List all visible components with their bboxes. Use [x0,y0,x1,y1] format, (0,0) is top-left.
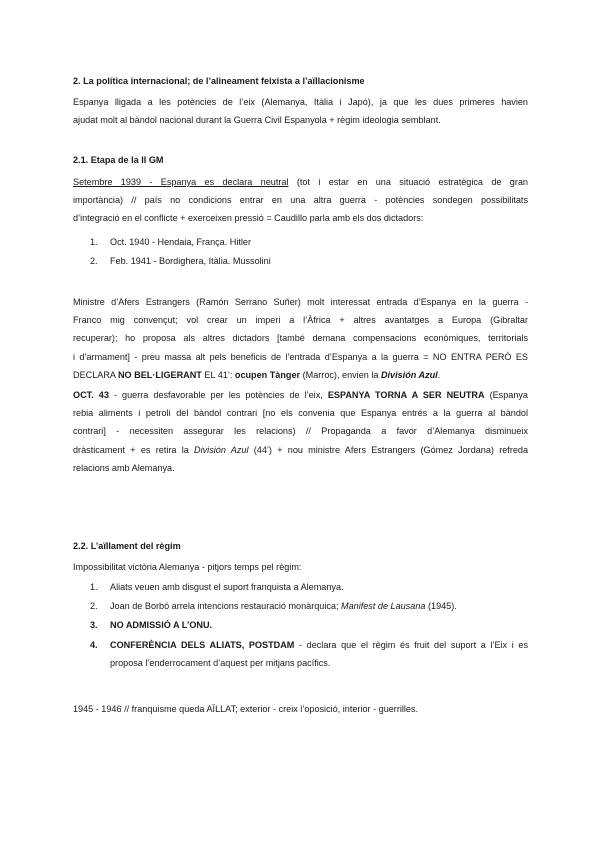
intro-line-2: ajudat molt al bàndol nacional durant la Guerra Civil Espanyola + règim ideologia semblant. [73,115,441,126]
section-2-intro [73,96,528,127]
p2-bold-italic-text: División Azul [380,369,438,380]
list-item-text: Feb. 1941 - Bordighera, Itàlia. Mussolini [110,256,271,267]
section-2-heading [73,75,528,88]
p3-bold-text: ESPANYA TORNA A SER NEUTRA [327,390,485,400]
section-2-2-intro-text: Impossibilitat victòria Alemanya - pitjors temps pel règim: [73,562,302,572]
list-item-number: 4. [90,639,98,650]
p2-text: DECLARA [73,369,118,380]
p2-text: EL 41’: [201,369,235,380]
list-item-number: 1. [90,237,98,247]
p3-text: (Espanya [484,390,528,400]
p2-bold-text: NO BEL·LIGERANT [117,369,202,380]
section-2-1-heading [73,154,528,167]
list-item-number: 3. [90,620,98,631]
section-2-2-intro [73,561,528,574]
list-item-line-2: proposa l’enderrocament d’aquest per mitjans pacífics. [110,657,331,668]
list-item [73,236,528,249]
p2-line-4: i d’armament] - preu massa alt pels beneficis de l’entrada d’Espanya a la guerra = NO ENTRA PERÒ ES [73,351,528,362]
intro-line-1: Espanya lligada a les potències de l’eix (Alemanya, Itàlia i Japó), ja que les dues primeres havien [73,97,528,107]
p3-bold-text: OCT. 43 [73,390,109,400]
section-2-1-paragraph-2 [73,296,528,382]
list-item-italic-text: Manifest de Lausana [341,601,426,612]
section-2-2-title: 2.2. L’aïllament del règim [73,541,181,551]
section-2-title: La política internacional; de l’alineament feixista a l’aïllacionisme [83,76,365,86]
closing-text: 1945 - 1946 // franquisme queda AÏLLAT; exterior - creix l’oposició, interior - guerrilles. [73,704,419,714]
p3-text: dràsticament + es retira la [73,444,195,455]
p3-line-2: rebia aliments i petroli del bàndol contrari [no els convenia que Espanya entrés a la guerra al bàndol [73,408,528,419]
p1-line-1-rest: (tot i estar en una situació estratègica de gran [288,177,528,187]
dictators-list [73,236,528,268]
list-item-text: Aliats veuen amb disgust el suport franquista a Alemanya. [110,582,344,592]
list-item [73,581,528,594]
p2-bold-text: ocupen Tànger [234,369,301,380]
p3-italic-text: División Azul [194,444,249,455]
p3-text: - guerra desfavorable per les potències de l’eix, [108,390,328,400]
section-2-1-paragraph-1 [73,176,528,226]
p2-text: (Marroc), envien la [300,369,381,380]
list-item [73,600,528,613]
p1-line-2: importància) // país no condicions entrar en una altra guerra - potències sondegen possibilitats [73,195,528,206]
closing-line [73,703,528,716]
list-item-text: NO ADMISSIÓ A L’ONU. [110,620,213,631]
p1-underlined-text: Setembre 1939 - Espanya es declara neutral [73,177,289,187]
p2-line-1: Ministre d’Afers Estrangers (Ramón Serrano Suñer) molt interessat entrada d’Espanya en la guerra - [73,297,528,307]
list-item-bold-text: CONFERÈNCIA DELS ALIATS, POSTDAM [110,639,295,650]
list-item-text: Oct. 1940 - Hendaia, França. Hitler [110,237,252,247]
p2-line-5 [73,369,528,382]
list-item-text: - declara que el règim és fruit del suport a l’Eix i es [294,639,528,650]
p3-line-4 [73,444,528,457]
list-item-text: (1945). [425,601,457,612]
p3-line-5: relacions amb Alemanya. [73,462,175,473]
list-item-number: 1. [90,582,98,592]
list-item [73,639,528,670]
section-2-1-paragraph-3 [73,389,528,475]
p1-line-1 [73,176,528,189]
p3-line-1 [73,389,528,402]
p2-text: . [437,369,441,380]
p2-line-2: Franco mig convençut; vol crear un imperi a l’Àfrica + altres avantatges a Europa (Gibraltar [73,315,528,326]
section-2-number: 2. [73,76,81,86]
list-item [73,255,528,268]
list-item-line-1 [110,639,528,652]
section-2-1-title: 2.1. Etapa de la II GM [73,155,164,165]
list-item-number: 2. [90,601,98,612]
p1-line-3: d’integració en el conflicte + exerceixen pressió = Caudillo parla amb els dos dictadors: [73,213,424,224]
section-2-2-heading [73,540,528,553]
p3-line-3: contrari] - necessiten assegurar les relacions) // Propaganda a favor d’Alemanya disminueix [73,426,528,437]
isolation-list [73,581,528,670]
list-item [73,619,528,632]
p3-text: (44’) + nou ministre Afers Estrangers (Gómez Jordana) refreda [248,444,529,455]
list-item-number: 2. [90,256,98,267]
p2-line-3: recuperar); ho proposa als altres dictadors [també demana compensacions econòmiques, territorials [73,333,528,344]
list-item-text: Joan de Borbó arrela intencions restauració monàrquica; [110,601,342,612]
